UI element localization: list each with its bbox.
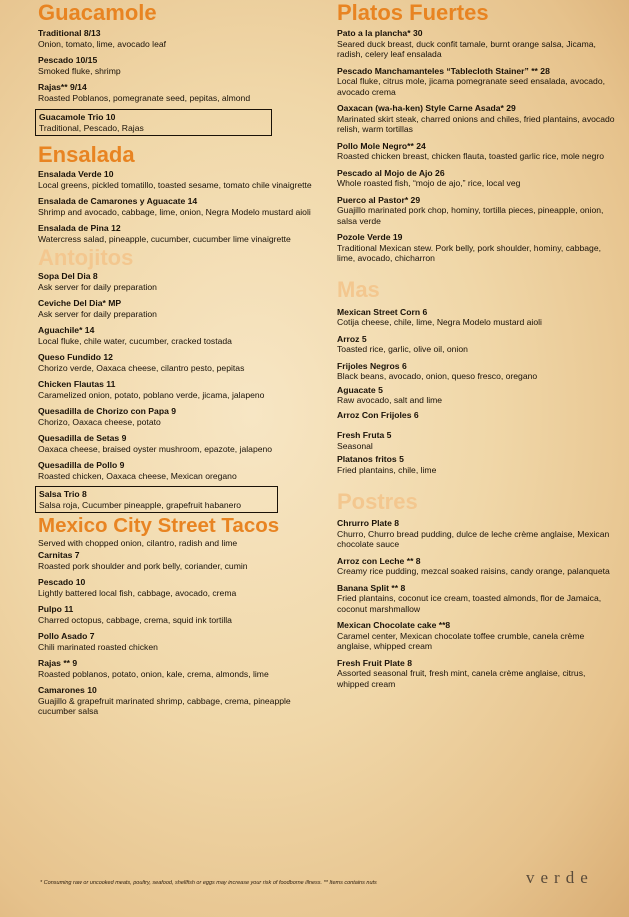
menu-item: Traditional 8/13 Onion, tomato, lime, avocado leaf xyxy=(38,28,167,49)
menu-item: Mexican Chocolate cake **8 Caramel center, Mexican chocolate toffee crumble, canela crème anglaise, whipped cream xyxy=(337,620,585,651)
left-column xyxy=(38,0,323,717)
menu-item: Oaxacan (wa-ha-ken) Style Carne Asada* 29 Marinated skirt steak, charred onions and chiles, fried plantains, avocado relish, warm tortillas xyxy=(337,103,615,134)
menu-item: Pescado 10/15 Smoked fluke, shrimp xyxy=(38,55,121,76)
menu-item: Puerco al Pastor* 29 Guajillo marinated pork chop, hominy, tortilla pieces, pineapple, onion, salsa verde xyxy=(337,194,604,226)
right-column xyxy=(337,0,617,689)
menu-item: Pato a la plancha* 30 Seared duck breast, duck confit tamale, burnt orange salsa, Jicama, radish, celery leaf ensalada xyxy=(337,28,596,59)
menu-item: Arroz 5 Toasted rice, garlic, olive oil, onion xyxy=(337,333,468,354)
menu-item: Fresh Fruit Plate 8 Assorted seasonal fruit, fresh mint, canela crème anglaise, citrus, whipped cream xyxy=(337,657,586,689)
menu-item: Platanos fritos 5 Fried plantains, chile, lime xyxy=(337,454,437,475)
menu-item: Pollo Mole Negro** 24 Roasted chicken breast, chicken flauta, toasted garlic rice, mole negro xyxy=(337,140,605,161)
verde-logo: verde xyxy=(526,868,594,887)
section-title-ensalada: Ensalada xyxy=(38,142,135,167)
menu-item: Rajas** 9/14 Roasted Poblanos, pomegranate seed, pepitas, almond xyxy=(38,82,251,103)
section-title-platos-fuertes: Platos Fuertes xyxy=(337,0,489,25)
menu-item: Chrurro Plate 8 Churro, Churro bread pudding, dulce de leche crème anglaise, Mexican chocolate sauce xyxy=(337,518,610,549)
menu-item: Mexican Street Corn 6 Cotija cheese, chile, lime, Negra Modelo mustard aioli xyxy=(337,306,542,327)
menu-item: Queso Fundido 12 Chorizo verde, Oaxaca cheese, cilantro pesto, pepitas xyxy=(38,352,245,373)
menu-item: Pollo Asado 7 Chili marinated roasted chicken xyxy=(38,631,158,652)
menu-item: Ensalada Verde 10 Local greens, pickled tomatillo, toasted sesame, tomato chile vinaigrette xyxy=(38,169,312,190)
menu-item: Ceviche Del Dia* MP Ask server for daily preparation xyxy=(38,298,157,319)
section-title-tacos: Mexico City Street Tacos xyxy=(38,514,280,537)
menu-item: Arroz con Leche ** 8 Creamy rice pudding, mezcal soaked raisins, candy orange, palanqueta xyxy=(337,555,610,576)
menu-item: Aguachile* 14 Local fluke, chile water, cucumber, cracked tostada xyxy=(38,325,232,346)
menu-item: Frijoles Negros 6 Black beans, avocado, onion, queso fresco, oregano xyxy=(337,360,538,381)
section-subtitle-tacos: Served with chopped onion, cilantro, radish and lime xyxy=(38,537,238,548)
menu-item: Quesadilla de Chorizo con Papa 9 Chorizo, Oaxaca cheese, potato xyxy=(38,406,177,427)
menu-item-boxed: Guacamole Trio 10 Traditional, Pescado, Rajas xyxy=(35,109,272,136)
menu-item: Pescado Manchamanteles “Tablecloth Stainer” ** 28 Local fluke, citrus mole, jicama pomegranate seed ensalada, avocado, avocado crema xyxy=(337,65,605,97)
section-title-antojitos: Antojitos xyxy=(38,245,134,270)
menu-item: Arroz Con Frijoles 6 xyxy=(337,409,419,420)
section-title-mas: Mas xyxy=(337,276,380,302)
menu-item: Ensalada de Pina 12 Watercress salad, pineapple, cucumber, cucumber lime vinaigrette xyxy=(38,223,291,244)
menu-item-boxed: Salsa Trio 8 Salsa roja, Cucumber pineapple, grapefruit habanero xyxy=(35,486,278,513)
menu-item: Quesadilla de Setas 9 Oaxaca cheese, braised oyster mushroom, epazote, jalapeno xyxy=(38,433,273,454)
section-title-guacamole: Guacamole xyxy=(38,0,157,25)
menu-item: Quesadilla de Pollo 9 Roasted chicken, Oaxaca cheese, Mexican oregano xyxy=(38,460,237,481)
footer-disclaimer: * Consuming raw or uncooked meats, poultry, seafood, shellfish or eggs may increase your risk of foodborne illness. ** Items contains nuts xyxy=(40,880,377,886)
menu-item: Fresh Fruta 5 Seasonal xyxy=(337,430,392,451)
menu-item: Carnitas 7 Roasted pork shoulder and pork belly, coriander, cumin xyxy=(38,550,248,571)
menu-item: Chicken Flautas 11 Caramelized onion, potato, poblano verde, jicama, jalapeno xyxy=(38,379,265,400)
menu-item: Rajas ** 9 Roasted poblanos, potato, onion, kale, crema, almonds, lime xyxy=(38,658,269,679)
menu-item: Banana Split ** 8 Fried plantains, coconut ice cream, toasted almonds, flor de Jamaica, coconut marshmallow xyxy=(337,582,602,614)
menu-item: Ensalada de Camarones y Aguacate 14 Shrimp and avocado, cabbage, lime, onion, Negra Modelo mustard aioli xyxy=(38,196,311,217)
menu-item: Pescado 10 Lightly battered local fish, cabbage, avocado, crema xyxy=(38,577,237,598)
menu-item: Aguacate 5 Raw avocado, salt and lime xyxy=(337,384,443,405)
menu-item: Pozole Verde 19 Traditional Mexican stew. Pork belly, pork shoulder, hominy, cabbage, lime, avocado, chicharron xyxy=(337,232,601,263)
menu-item: Pulpo 11 Charred octopus, cabbage, crema, squid ink tortilla xyxy=(38,604,232,625)
section-title-postres: Postres xyxy=(337,489,418,514)
menu-item: Camarones 10 Guajillo & grapefruit marinated shrimp, cabbage, crema, pineapple cucumber salsa xyxy=(38,685,291,716)
menu-item: Pescado al Mojo de Ajo 26 Whole roasted fish, “mojo de ajo,” rice, local veg xyxy=(337,167,521,188)
menu-item: Sopa Del Dia 8 Ask server for daily preparation xyxy=(38,271,157,292)
